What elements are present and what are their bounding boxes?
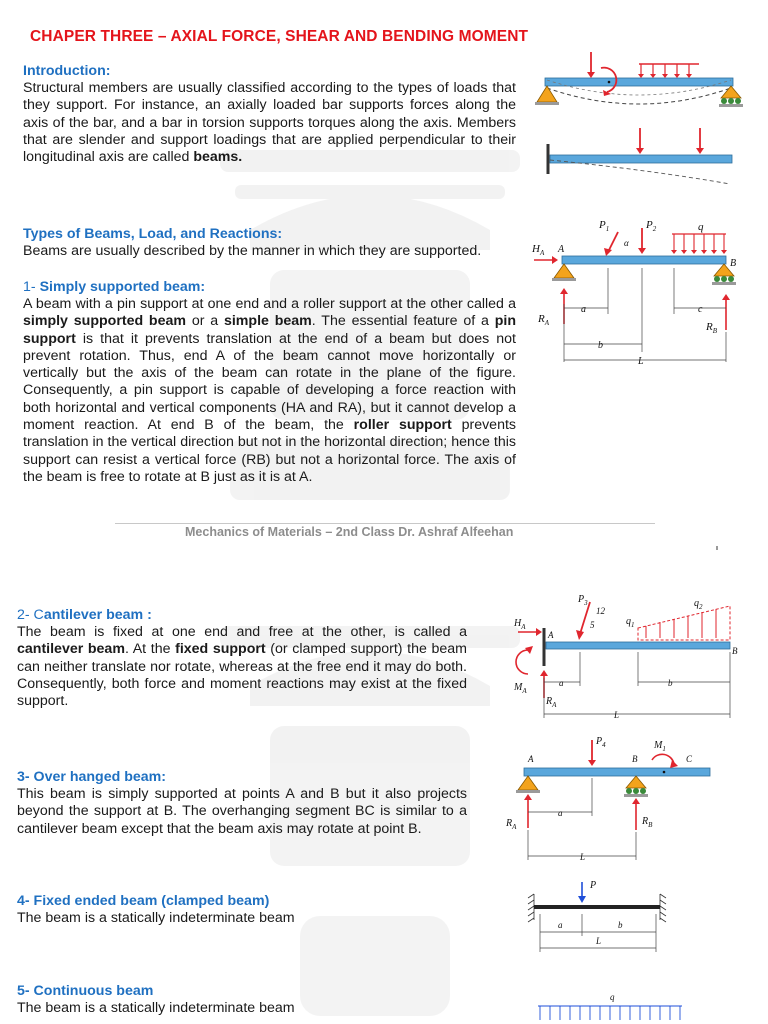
label-l-dimension: L — [614, 710, 620, 720]
beam-deflection-diagram — [533, 48, 748, 123]
label-ha: $H_A$ — [514, 618, 526, 631]
label-b-dimension: b — [598, 340, 603, 351]
label-b-dimension: b — [668, 678, 673, 688]
continuous-heading: 5- Continuous beam — [17, 983, 154, 999]
label-a-point: A — [528, 754, 534, 764]
label-a-dimension: a — [558, 808, 563, 818]
types-paragraph: Beams are usually described by the manner in which they are supported. — [23, 243, 482, 259]
page-mark — [716, 546, 718, 550]
chapter-title: CHAPER THREE – AXIAL FORCE, SHEAR AND BENDING MOMENT — [30, 28, 529, 45]
label-p2: $P_2$ — [646, 219, 657, 233]
introduction-paragraph: Structural members are usually classified according to the types of loads that they support. For instance, an axially loaded bar supports forces along the axis of the bar, and a bar in torsion supports torques along the axis. Members that are slender and support loadings that are applied perpendicular to their longitudinal axis are called beams. — [23, 80, 516, 166]
simply-supported-paragraph: A beam with a pin support at one end and a roller support at the other called a simply supported beam or a simple beam. The essential feature of a pin support is that it prevents translation at the end of a beam but does not prevent rotation. Thus, end A of the beam cannot move horizontally or vertically but the axis of the beam can rotate in the plane of the figure. Consequently, a pin support is capable of developing a force reaction with both horizontal and vertical components (HA and RA), but it cannot develop a moment reaction. At end B of the beam, the roller support prevents translation in the vertical direction but not in the horizontal direction; hence this support can resist a vertical force (RB) but not a horizontal force. The axis of the beam is free to rotate at B just as it is at A. — [23, 296, 516, 485]
label-l-dimension: L — [580, 852, 586, 862]
label-q: q — [698, 221, 704, 233]
label-b-dimension: b — [618, 920, 623, 930]
label-l-dimension: L — [638, 356, 644, 367]
introduction-heading: Introduction: — [23, 63, 111, 79]
label-b-point: B — [730, 258, 737, 269]
cantilever-paragraph: The beam is fixed at one end and free at the other, is called a cantilever beam. At the fixed support (or clamped support) the beam can neither translate nor rotate, whereas at the free end it may do both. Consequently, both force and moment reactions may exist at the fixed support. — [17, 624, 467, 710]
label-q1: $q_1$ — [626, 616, 635, 629]
fixed-ended-beam-diagram — [522, 876, 672, 972]
page-footer: Mechanics of Materials – 2nd Class Dr. Ashraf Alfeehan — [185, 525, 514, 539]
cantilever-deflection-diagram — [540, 122, 740, 190]
label-c-point: C — [686, 754, 693, 764]
label-ra: $R_A$ — [538, 313, 550, 327]
label-q2: $q_2$ — [694, 598, 703, 611]
label-p1: $P_1$ — [599, 219, 610, 233]
label-a-dimension: a — [581, 304, 586, 315]
cantilever-heading: 2- Cantilever beam : — [17, 607, 152, 623]
footer-rule — [115, 523, 655, 524]
label-a-dimension: a — [559, 678, 564, 688]
label-a-point: A — [548, 630, 554, 640]
continuous-paragraph: The beam is a statically indeterminate beam — [17, 1000, 295, 1016]
fixed-ended-heading: 4- Fixed ended beam (clamped beam) — [17, 893, 270, 909]
overhanged-paragraph: This beam is simply supported at points A and B but it also projects beyond the support at B. The overhanging segment BC is similar to a cantilever beam except that the beam axis may rotate at point B. — [17, 786, 467, 837]
cantilever-beam-diagram — [508, 594, 760, 734]
label-a-point: A — [558, 244, 565, 255]
label-c-dimension: c — [698, 304, 703, 315]
fixed-ended-paragraph: The beam is a statically indeterminate beam — [17, 910, 295, 926]
label-rb: $R_B$ — [642, 816, 653, 829]
label-m1: $M_1$ — [654, 740, 666, 753]
label-l-dimension: L — [596, 936, 602, 946]
types-heading: Types of Beams, Load, and Reactions: — [23, 226, 283, 242]
label-ma: $M_A$ — [514, 682, 527, 695]
label-rb: $R_B$ — [706, 321, 718, 335]
label-b-point: B — [732, 646, 738, 656]
overhanged-heading: 3- Over hanged beam: — [17, 769, 167, 785]
label-p: P — [590, 880, 597, 891]
simply-supported-heading: 1- Simply supported beam: — [23, 279, 206, 295]
page-gap — [0, 560, 768, 586]
simple-beam-diagram — [528, 212, 752, 372]
label-p3: $P_3$ — [578, 594, 588, 607]
page-two — [0, 586, 768, 1024]
label-slope-12: 12 — [596, 606, 605, 616]
label-b-point: B — [632, 754, 638, 764]
label-ha: $H_A$ — [532, 243, 545, 257]
label-ra: $R_A$ — [546, 696, 557, 709]
label-q: q — [610, 992, 615, 1002]
label-ra: $R_A$ — [506, 818, 517, 831]
label-alpha: α — [624, 238, 629, 248]
continuous-beam-diagram — [530, 986, 690, 1024]
label-slope-5: 5 — [590, 620, 595, 630]
label-p4: $P_4$ — [596, 736, 606, 749]
overhang-beam-diagram — [502, 732, 720, 872]
label-a-dimension: a — [558, 920, 563, 930]
